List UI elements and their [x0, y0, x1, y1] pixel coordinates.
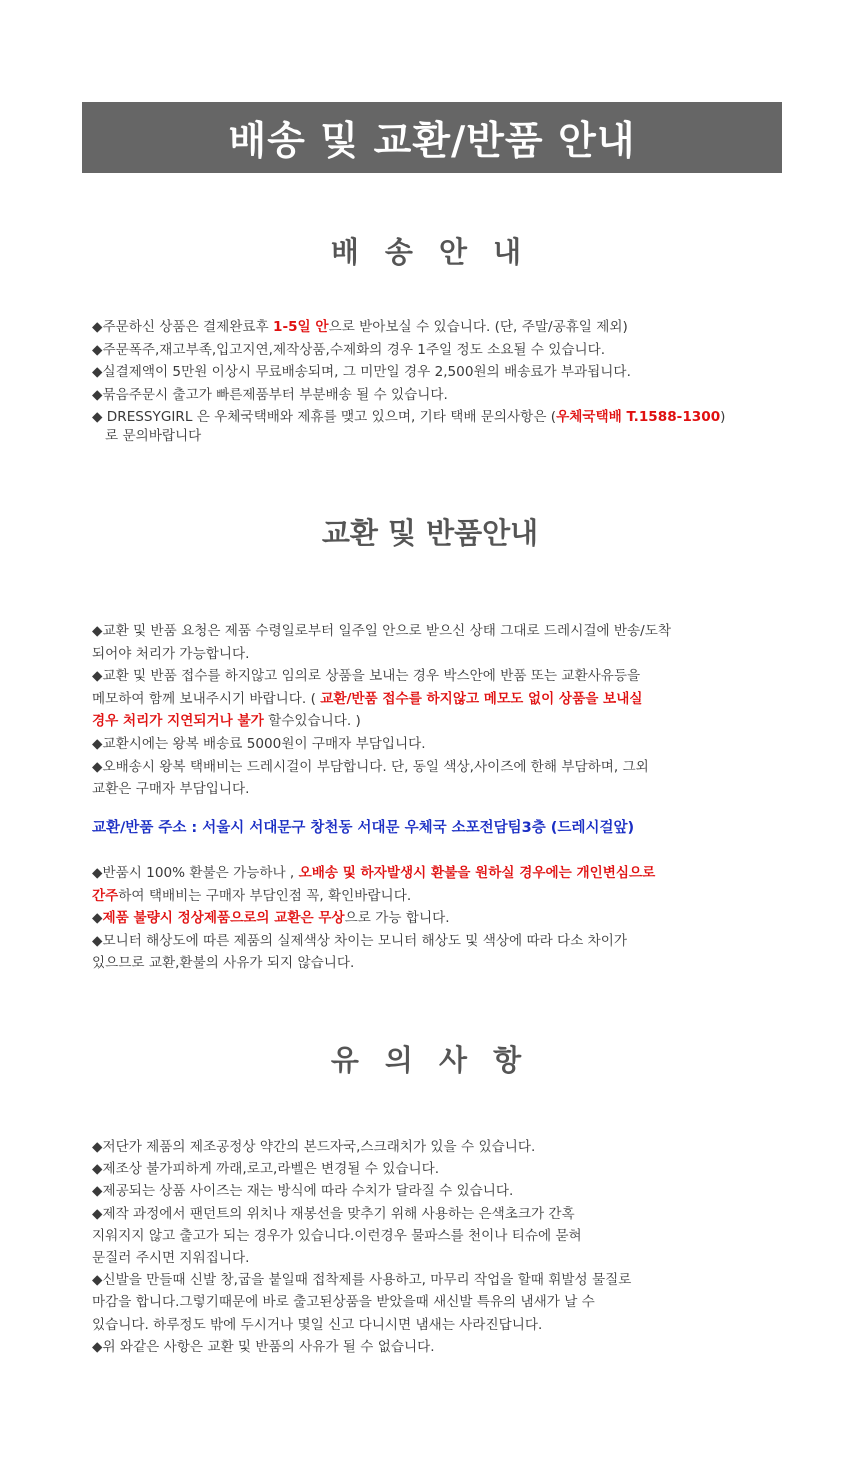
list-item: ◆교환 및 반품 요청은 제품 수령일로부터 일주일 안으로 받으신 상태 그대로 드레시걸에 반송/도착	[92, 623, 672, 639]
list-item: ◆제조상 불가피하게 까래,로고,라벨은 변경될 수 있습니다.	[92, 1161, 440, 1178]
shipping-info	[92, 316, 792, 448]
page-title: 배송 및 교환/반품 안내	[228, 118, 636, 164]
exchange-heading: 교환 및 반품안내	[321, 516, 539, 550]
list-item: 경우 처리가 지연되거나 불가 할수있습니다. )	[92, 713, 361, 730]
list-item: ◆저단가 제품의 제조공정상 약간의 본드자국,스크래치가 있을 수 있습니다.	[92, 1139, 536, 1155]
notes-heading: 유 의 사 항	[330, 1043, 530, 1077]
list-item: 간주하여 택배비는 구매자 부담인점 꼭, 확인바랍니다.	[92, 887, 412, 904]
list-item: ◆주문하신 상품은 결제완료후 1-5일 안으로 받아보실 수 있습니다. (단, 주말/공휴일 제외)	[92, 319, 628, 335]
list-item: ◆교환 및 반품 접수를 하지않고 임의로 상품을 보내는 경우 박스안에 반품 또는 교환사유등을	[92, 668, 641, 685]
list-item: ◆주문폭주,재고부족,입고지연,제작상품,수제화의 경우 1주일 정도 소요될 수 있습니다.	[92, 341, 606, 358]
shipping-heading: 배 송 안 내	[330, 235, 530, 269]
list-item: ◆제공되는 상품 사이즈는 재는 방식에 따라 수치가 달라질 수 있습니다.	[92, 1183, 514, 1200]
return-address: 교환/반품 주소 : 서울시 서대문구 창천동 서대문 우체국 소포전담팀3층 (드레시걸앞)	[92, 820, 635, 836]
page-title-banner	[82, 102, 782, 173]
list-item: ◆신발을 만들때 신발 창,굽을 붙일때 접착제를 사용하고, 마무리 작업을 할때 휘발성 물질로	[92, 1272, 632, 1289]
list-item: ◆제품 불량시 정상제품으로의 교환은 무상으로 가능 합니다.	[92, 910, 450, 927]
list-item: 로 문의바랍니다	[105, 427, 202, 444]
list-item: ◆제작 과정에서 팬던트의 위치나 재봉선을 맞추기 위해 사용하는 은색초크가 간혹	[92, 1205, 575, 1222]
list-item: 있습니다. 하루정도 밖에 두시거나 몇일 신고 다니시면 냄새는 사라진답니다.	[92, 1316, 543, 1333]
list-item: 메모하여 함께 보내주시기 바랍니다. ( 교환/반품 접수를 하지않고 메모도 없이 상품을 보내실	[92, 690, 643, 707]
refund-info	[92, 862, 792, 975]
list-item: ◆위 와같은 사항은 교환 및 반품의 사유가 될 수 없습니다.	[92, 1338, 435, 1355]
list-item: ◆ DRESSYGIRL 은 우체국택배와 제휴를 맺고 있으며, 기타 택배 문의사항은 (우체국택배 T.1588-1300)	[92, 409, 726, 426]
list-item: 있으므로 교환,환불의 사유가 되지 않습니다.	[92, 955, 355, 972]
exchange-info	[92, 620, 792, 801]
list-item: ◆실결제액이 5만원 이상시 무료배송되며, 그 미만일 경우 2,500원의 배송료가 부과됩니다.	[92, 364, 631, 381]
list-item: ◆모니터 해상도에 따른 제품의 실제색상 차이는 모니터 해상도 및 색상에 따라 다소 차이가	[92, 932, 628, 949]
list-item: 마감을 합니다.그렇기때문에 바로 출고된상품을 받았을때 새신발 특유의 냄새가 날 수	[92, 1294, 595, 1311]
list-item: ◆오배송시 왕복 택배비는 드레시걸이 부담합니다. 단, 동일 색상,사이즈에 한해 부담하며, 그외	[92, 758, 649, 775]
list-item: 지워지지 않고 출고가 되는 경우가 있습니다.이런경우 물파스를 천이나 티슈에 묻혀	[92, 1227, 582, 1244]
list-item: ◆반품시 100% 환불은 가능하나 , 오배송 및 하자발생시 환불을 원하실 경우에는 개인변심으로	[92, 865, 656, 881]
list-item: ◆묶음주문시 출고가 빠른제품부터 부분배송 될 수 있습니다.	[92, 386, 448, 403]
list-item: 교환은 구매자 부담입니다.	[92, 781, 250, 798]
list-item: 문질러 주시면 지워집니다.	[92, 1250, 250, 1267]
notes-info	[92, 1136, 792, 1358]
list-item: ◆교환시에는 왕복 배송료 5000원이 구매자 부담입니다.	[92, 735, 426, 752]
list-item: 되어야 처리가 가능합니다.	[92, 645, 250, 662]
